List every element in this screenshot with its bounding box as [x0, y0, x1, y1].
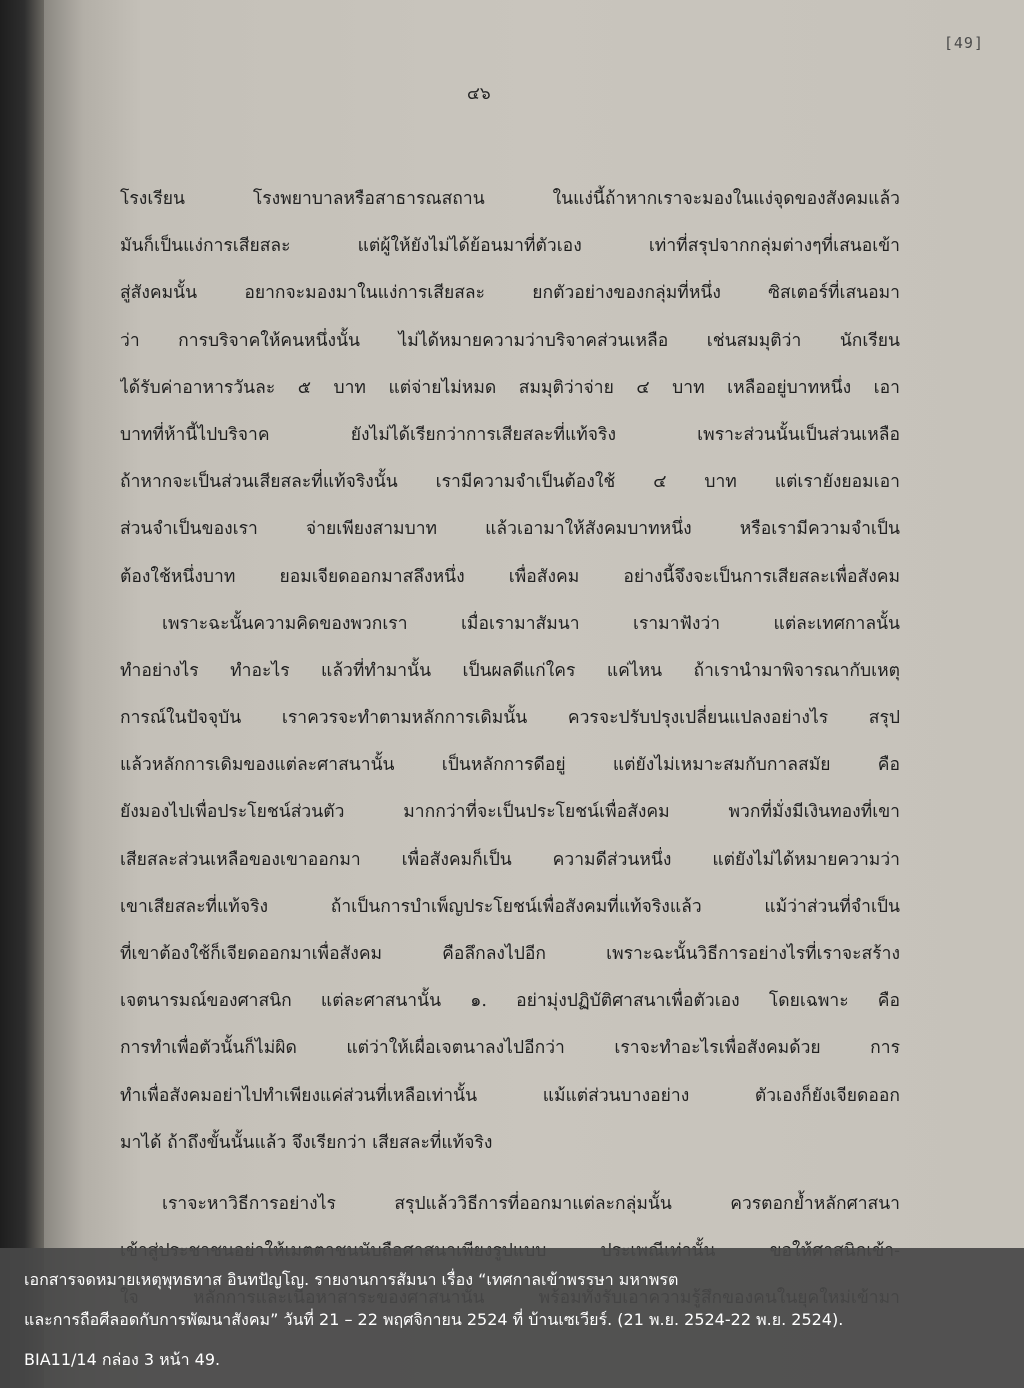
body-line: เขาเสียสละที่แท้จริง ถ้าเป็นการบำเพ็ญประโยชน์เพื่อสังคมที่แท้จริงแล้ว แม้ว่าส่วนที่จำเป็น: [120, 896, 900, 917]
body-line: ทำอย่างไร ทำอะไร แล้วที่ทำมานั้น เป็นผลดีแก่ใคร แค่ไหน ถ้าเรานำมาพิจารณากับเหตุ: [120, 660, 900, 681]
archive-page-stamp: [49]: [943, 34, 984, 52]
page-number: ๔๖: [467, 84, 491, 104]
body-line: บาทที่ห้านี้ไปบริจาค ยังไม่ได้เรียกว่าการเสียสละที่แท้จริง เพราะส่วนนั้นเป็นส่วนเหลือ: [120, 424, 900, 445]
paragraph-gap: [120, 1175, 900, 1189]
caption-line-1: เอกสารจดหมายเหตุพุทธทาส อินทปัญโญ. รายงานการสัมนา เรื่อง “เทศกาลเข้าพรรษา มหาพรต: [24, 1270, 679, 1289]
body-line: ยังมองไปเพื่อประโยชน์ส่วนตัว มากกว่าที่จะเป็นประโยชน์เพื่อสังคม พวกที่มั่งมีเงินทองที่เขา: [120, 802, 900, 823]
caption-bar: [0, 1248, 1024, 1388]
body-line: ที่เขาต้องใช้ก็เจียดออกมาเพื่อสังคม คือลึกลงไปอีก เพราะฉะนั้นวิธีการอย่างไรที่เราจะสร้าง: [120, 944, 900, 964]
body-line: เพราะฉะนั้นความคิดของพวกเรา เมื่อเรามาสัมนา เรามาฟังว่า แต่ละเทศกาลนั้น: [162, 613, 900, 634]
body-line: การทำเพื่อตัวนั้นก็ไม่ผิด แต่ว่าให้เผื่อเจตนาลงไปอีกว่า เราจะทำอะไรเพื่อสังคมด้วย การ: [120, 1038, 900, 1059]
body-line: เราจะหาวิธีการอย่างไร สรุปแล้ววิธีการที่ออกมาแต่ละกลุ่มนั้น ควรตอกย้ำหลักศาสนา: [162, 1193, 900, 1214]
body-line: ต้องใช้หนึ่งบาท ยอมเจียดออกมาสลึงหนึ่ง เพื่อสังคม อย่างนี้จึงจะเป็นการเสียสละเพื่อสังคม: [120, 566, 900, 587]
body-line: ได้รับค่าอาหารวันละ ๕ บาท แต่จ่ายไม่หมด สมมุติว่าจ่าย ๔ บาท เหลืออยู่บาทหนึ่ง เอา: [120, 377, 900, 398]
body-line: เสียสละส่วนเหลือของเขาออกมา เพื่อสังคมก็เป็น ความดีส่วนหนึ่ง แต่ยังไม่ได้หมายความว่า: [120, 849, 900, 870]
body-line: ว่า การบริจาคให้คนหนึ่งนั้น ไม่ได้หมายความว่าบริจาคส่วนเหลือ เช่นสมมุติว่า นักเรียน: [120, 330, 900, 351]
typewritten-body: [120, 184, 900, 1331]
caption-line-3: BIA11/14 กล่อง 3 หน้า 49.: [24, 1350, 221, 1369]
body-line: แล้วหลักการเดิมของแต่ละศาสนานั้น เป็นหลักการดีอยู่ แต่ยังไม่เหมาะสมกับกาลสมัย คือ: [120, 755, 900, 776]
caption-line-2: และการถือศีลอดกับการพัฒนาสังคม” วันที่ 21 – 22 พฤศจิกายน 2524 ที่ บ้านเซเวียร์. (21 พ.ย. 2524-22 พ.ย. 2524).: [24, 1310, 844, 1329]
body-line: ส่วนจำเป็นของเรา จ่ายเพียงสามบาท แล้วเอามาให้สังคมบาทหนึ่ง หรือเรามีความจำเป็น: [120, 519, 900, 540]
body-line: สู่สังคมนั้น อยากจะมองมาในแง่การเสียสละ ยกตัวอย่างของกลุ่มที่หนึ่ง ซิสเตอร์ที่เสนอมา: [120, 283, 900, 304]
body-line: ทำเพื่อสังคมอย่าไปทำเพียงแค่ส่วนที่เหลือเท่านั้น แม้แต่ส่วนบางอย่าง ตัวเองก็ยังเจียดออก: [120, 1085, 900, 1106]
book-spine-shadow: [0, 0, 44, 1388]
body-line: การณ์ในปัจจุบัน เราควรจะทำตามหลักการเดิมนั้น ควรจะปรับปรุงเปลี่ยนแปลงอย่างไร สรุป: [120, 708, 900, 729]
body-line: โรงเรียน โรงพยาบาลหรือสาธารณสถาน ในแง่นี้ถ้าหากเราจะมองในแง่จุดของสังคมแล้ว: [120, 189, 900, 209]
body-line: มาได้ ถ้าถึงขั้นนั้นแล้ว จึงเรียกว่า เสียสละที่แท้จริง: [120, 1132, 493, 1153]
body-line: มันก็เป็นแง่การเสียสละ แต่ผู้ให้ยังไม่ได้ย้อนมาที่ตัวเอง เท่าที่สรุปจากกลุ่มต่างๆที่เสนอเข้า: [120, 236, 900, 257]
body-line: ถ้าหากจะเป็นส่วนเสียสละที่แท้จริงนั้น เรามีความจำเป็นต้องใช้ ๔ บาท แต่เรายังยอมเอา: [120, 472, 900, 493]
body-line: เจตนารมณ์ของศาสนิก แต่ละศาสนานั้น ๑. อย่ามุ่งปฏิบัติศาสนาเพื่อตัวเอง โดยเฉพาะ คือ: [120, 991, 900, 1012]
